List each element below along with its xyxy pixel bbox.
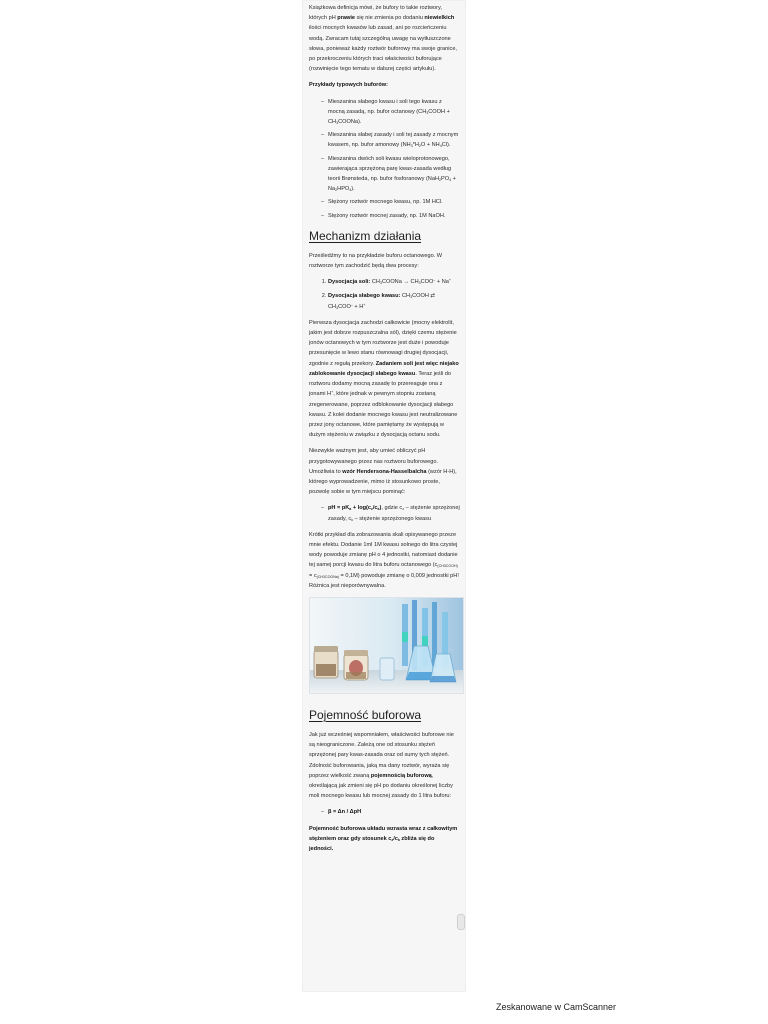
henderson-formula: – pH = $pK_a + \log(c_z/c_k)$, gdzie $c_z$ – stężenie sprzężonej zasady, $c_k$ – stężenie sprzężonego kwasu bbox=[321, 503, 460, 523]
list-item: 1. Dysocjacja soli: $CH_3COONa \to CH_3COO^- + Na^+$ bbox=[328, 277, 460, 287]
capacity-paragraph: Jak już wcześniej wspomniałem, właściwości buforowe nie są nieograniczone. Zależą one od stosunku stężeń sprzężonej pary kwas-zasada oraz od sumy tych stężeń. Zdolność buforowania, jaką ma dany roztwór, wyraża się poprzez wielkość zwaną pojemnością buforową, określającą jak zmieni się pH po dodaniu określonej liczby moli mocnego kwasu lub mocnej zasady do 1 litra buforu: bbox=[309, 731, 454, 800]
scroll-handle[interactable] bbox=[457, 914, 465, 930]
capacity-formula: – β = Δn / ΔpH bbox=[321, 807, 460, 817]
intro-paragraph: Książkowa definicja mówi, że bufory to takie roztwory, których pH prawie się nie zmienia po dodaniu niewielkich ilości mocnych kwasów lub zasad, ani po rozcieńczeniu wodą. Zwracam tutaj szczególną uwagę na wytłuszczone słowa, ponieważ każdy roztwór buforowy ma swoje granice, po przekroczeniu których traci właściwości buforujące (rozwinięcie tego tematu w dalszej części artykułu). bbox=[309, 5, 457, 73]
example-paragraph: Krótki przykład dla zobrazowania skali opisywanego przeze mnie efektu. Dodanie 1ml 1M kwasu solnego do litra czystej wody powoduje zmianę pH o 4 jednostki, natomiast dodanie tej samej porcji kwasu do litra buforu octanowego $(c_{(CH3COOH)} = c_{(CH3COONa)} = 0,1M)$ powoduje zmianę o 0,009 jednostki pH! Różnica jest nieporównywalna. bbox=[309, 531, 459, 589]
formula-list bbox=[309, 503, 460, 523]
emphasis-prawie: prawie bbox=[337, 15, 356, 22]
scanner-watermark: Zeskanowane w CamScanner bbox=[496, 1002, 617, 1012]
lab-glassware-photo bbox=[309, 597, 464, 694]
capacity-conclusion: Pojemność buforowa układu wzrasta wraz z całkowitym stężeniem oraz gdy stosunek $c_z/c_k$ zbliża się do jedności. bbox=[309, 825, 458, 852]
list-item: – Stężony roztwór mocnego kwasu, np. 1M HCl. bbox=[321, 197, 460, 207]
section-heading-capacity: Pojemność buforowa bbox=[309, 707, 422, 722]
list-item: – Mieszanina słabego kwasu i soli tego kwasu z mocną zasadą, np. bufor octanowy ($CH_3COOH$ + $CH_3COONa$). bbox=[321, 97, 460, 128]
henderson-paragraph: Niezwykle ważnym jest, aby umieć obliczyć pH przygotowywanego przez nas roztworu buforowego. Umożliwia to wzór Hendersona-Hasselbalcha (wzór H-H), którego wyprowadzenie, mimo iż stosunkowo proste, pozwolę sobie w tym miejscu pominąć: bbox=[309, 448, 457, 496]
capacity-formula-list bbox=[309, 807, 460, 817]
list-item: – Mieszanina słabej zasady i soli tej zasady z mocnym kwasem, np. bufor amonowy $(NH_3*H_2O + NH_4Cl)$. bbox=[321, 130, 460, 150]
dissociation-steps bbox=[309, 277, 460, 312]
emphasis-niewielkich: niewielkich bbox=[424, 15, 455, 22]
list-item: – Stężony roztwór mocnej zasady, np. 1M NaOH. bbox=[321, 211, 460, 221]
mechanism-intro: Prześledźmy to na przykładzie buforu octanowego. W roztworze tym zachodzić będą dwa procesy: bbox=[309, 252, 443, 270]
examples-list bbox=[309, 97, 460, 221]
mechanism-paragraph: Pierwsza dysocjacja zachodzi całkowicie (mocny elektrolit, jakim jest dobrze rozpuszczalna sól), dzięki czemu stężenie jonów octanowych w tym roztworze jest duże i powoduje przesunięcie w lewo stanu równowagi drugiej dysocjacji, zgodnie z regułą przekory. Zadaniem soli jest więc niejako zablokowanie dysocjacji słabego kwasu. Teraz jeśli do roztworu dodamy mocną zasadę to przereaguje ona z jonami H+, które jednak w pewnym stopniu zostaną zregenerowane, poprzez odblokowanie dysocjacji słabego kwasu. Z kolei dodanie mocnego kwasu jest neutralizowane przez jony octanowe, które pamiętamy że występują w dużym stężeniu w związku z dysocjacją octanu sodu. bbox=[309, 319, 459, 439]
examples-heading: Przykłady typowych buforów: bbox=[309, 82, 388, 89]
list-item: – Mieszanina dwóch soli kwasu wieloprotonowego, zawierająca sprzężoną parę kwas-zasada według teorii Brønsteda, np. bufor fosforanowy $(NaH_2PO_4 + Na_2HPO_4)$. bbox=[321, 154, 460, 195]
list-item: 2. Dysocjacja słabego kwasu: $CH_3COOH$ ⇄ $CH_3COO^- + H^+$ bbox=[328, 291, 460, 311]
article-page bbox=[302, 0, 466, 992]
section-heading-mechanism: Mechanizm działania bbox=[309, 228, 422, 243]
